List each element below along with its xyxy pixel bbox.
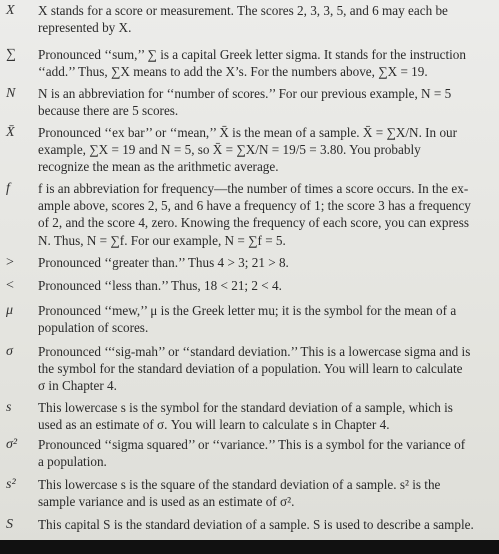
definition-line: X stands for a score or measurement. The scores 2, 3, 3, 5, and 6 may each be bbox=[38, 3, 448, 18]
page-bottom-edge bbox=[0, 540, 499, 554]
definition-line: N is an abbreviation for ‘‘number of scores.’’ For our previous example, N = 5 bbox=[38, 86, 452, 101]
definition-greater-than bbox=[38, 254, 490, 271]
symbol-capital-s: S bbox=[6, 517, 13, 532]
symbol-mu: μ bbox=[6, 303, 14, 318]
definition-line: of 2, and the score 4, zero. Knowing the frequency of each score, you can express bbox=[38, 215, 469, 231]
definition-line: Pronounced ‘‘mew,’’ μ is the Greek letter mu; it is the symbol for the mean of a bbox=[38, 303, 457, 318]
definition-capital-s bbox=[38, 516, 490, 533]
definition-n bbox=[38, 85, 490, 119]
symbol-less-than: < bbox=[6, 278, 14, 293]
definition-less-than bbox=[38, 277, 490, 294]
symbol-sigma-squared: σ² bbox=[6, 437, 18, 452]
definition-line: population of scores. bbox=[38, 320, 149, 336]
definition-line: Pronounced ‘‘ex bar’’ or ‘‘mean,’’ X̄ is the mean of a sample. X̄ = ∑X/N. In our bbox=[38, 125, 458, 140]
symbol-x: X bbox=[6, 3, 15, 18]
definition-line: This capital S is the standard deviation of a sample. S is used to describe a sample. bbox=[38, 517, 474, 532]
definition-sigma bbox=[38, 343, 490, 395]
definition-line: N. Thus, N = ∑f. For our example, N = ∑f = 5. bbox=[38, 232, 286, 248]
definition-line: This lowercase s is the square of the standard deviation of a sample. s² is the bbox=[38, 477, 441, 492]
symbol-sum: ∑ bbox=[6, 47, 16, 62]
definition-line: because there are 5 scores. bbox=[38, 103, 179, 119]
definition-line: ample above, scores 2, 5, and 6 have a frequency of 1; the score 3 has a frequency bbox=[38, 198, 471, 214]
definition-line: used as an estimate of σ. You will learn to calculate s in Chapter 4. bbox=[38, 417, 390, 433]
definition-sigma-squared bbox=[38, 436, 490, 470]
definition-line: This lowercase s is the symbol for the standard deviation of a sample, which is bbox=[38, 400, 453, 415]
definition-mu bbox=[38, 302, 490, 336]
definition-line: Pronounced ‘‘less than.’’ Thus, 18 < 21; 2 < 4. bbox=[38, 278, 282, 293]
definition-line: the symbol for the standard deviation of a population. You will learn to calculate bbox=[38, 361, 463, 377]
definition-sum bbox=[38, 46, 490, 80]
definition-line: recognize the mean as the arithmetic average. bbox=[38, 159, 279, 175]
definition-line: Pronounced ‘‘greater than.’’ Thus 4 > 3; 21 > 8. bbox=[38, 255, 289, 270]
definition-mean bbox=[38, 124, 490, 176]
definition-line: Pronounced ‘‘sigma squared’’ or ‘‘variance.’’ This is a symbol for the variance of bbox=[38, 437, 466, 452]
definition-line: Pronounced ‘‘‘sig-mah’’ or ‘‘standard deviation.’’ This is a lowercase sigma and is bbox=[38, 344, 471, 359]
definition-s bbox=[38, 399, 490, 433]
definition-line: example, ∑X = 19 and N = 5, so X̄ = ∑X/N = 19/5 = 3.80. You probably bbox=[38, 142, 421, 158]
symbol-sigma: σ bbox=[6, 344, 13, 359]
definition-s-squared bbox=[38, 476, 490, 510]
definition-line: sample variance and is used as an estimate of σ². bbox=[38, 494, 295, 510]
definition-line: Pronounced ‘‘sum,’’ ∑ is a capital Greek letter sigma. It stands for the instruction bbox=[38, 47, 466, 62]
definition-line: ‘‘add.’’ Thus, ∑X means to add the X’s. For the numbers above, ∑X = 19. bbox=[38, 64, 428, 80]
definition-line: represented by X. bbox=[38, 20, 132, 36]
symbol-s: s bbox=[6, 400, 12, 415]
definition-line: a population. bbox=[38, 454, 107, 470]
symbol-x-bar: X̄ bbox=[6, 125, 15, 140]
definition-line: σ in Chapter 4. bbox=[38, 378, 117, 394]
definition-x bbox=[38, 2, 490, 36]
definition-line: f is an abbreviation for frequency—the number of times a score occurs. In the ex- bbox=[38, 181, 469, 196]
definition-frequency bbox=[38, 180, 490, 249]
symbol-n: N bbox=[6, 86, 16, 101]
symbol-greater-than: > bbox=[6, 255, 14, 270]
symbol-f: f bbox=[6, 181, 10, 196]
symbol-s-squared: s² bbox=[6, 477, 16, 492]
